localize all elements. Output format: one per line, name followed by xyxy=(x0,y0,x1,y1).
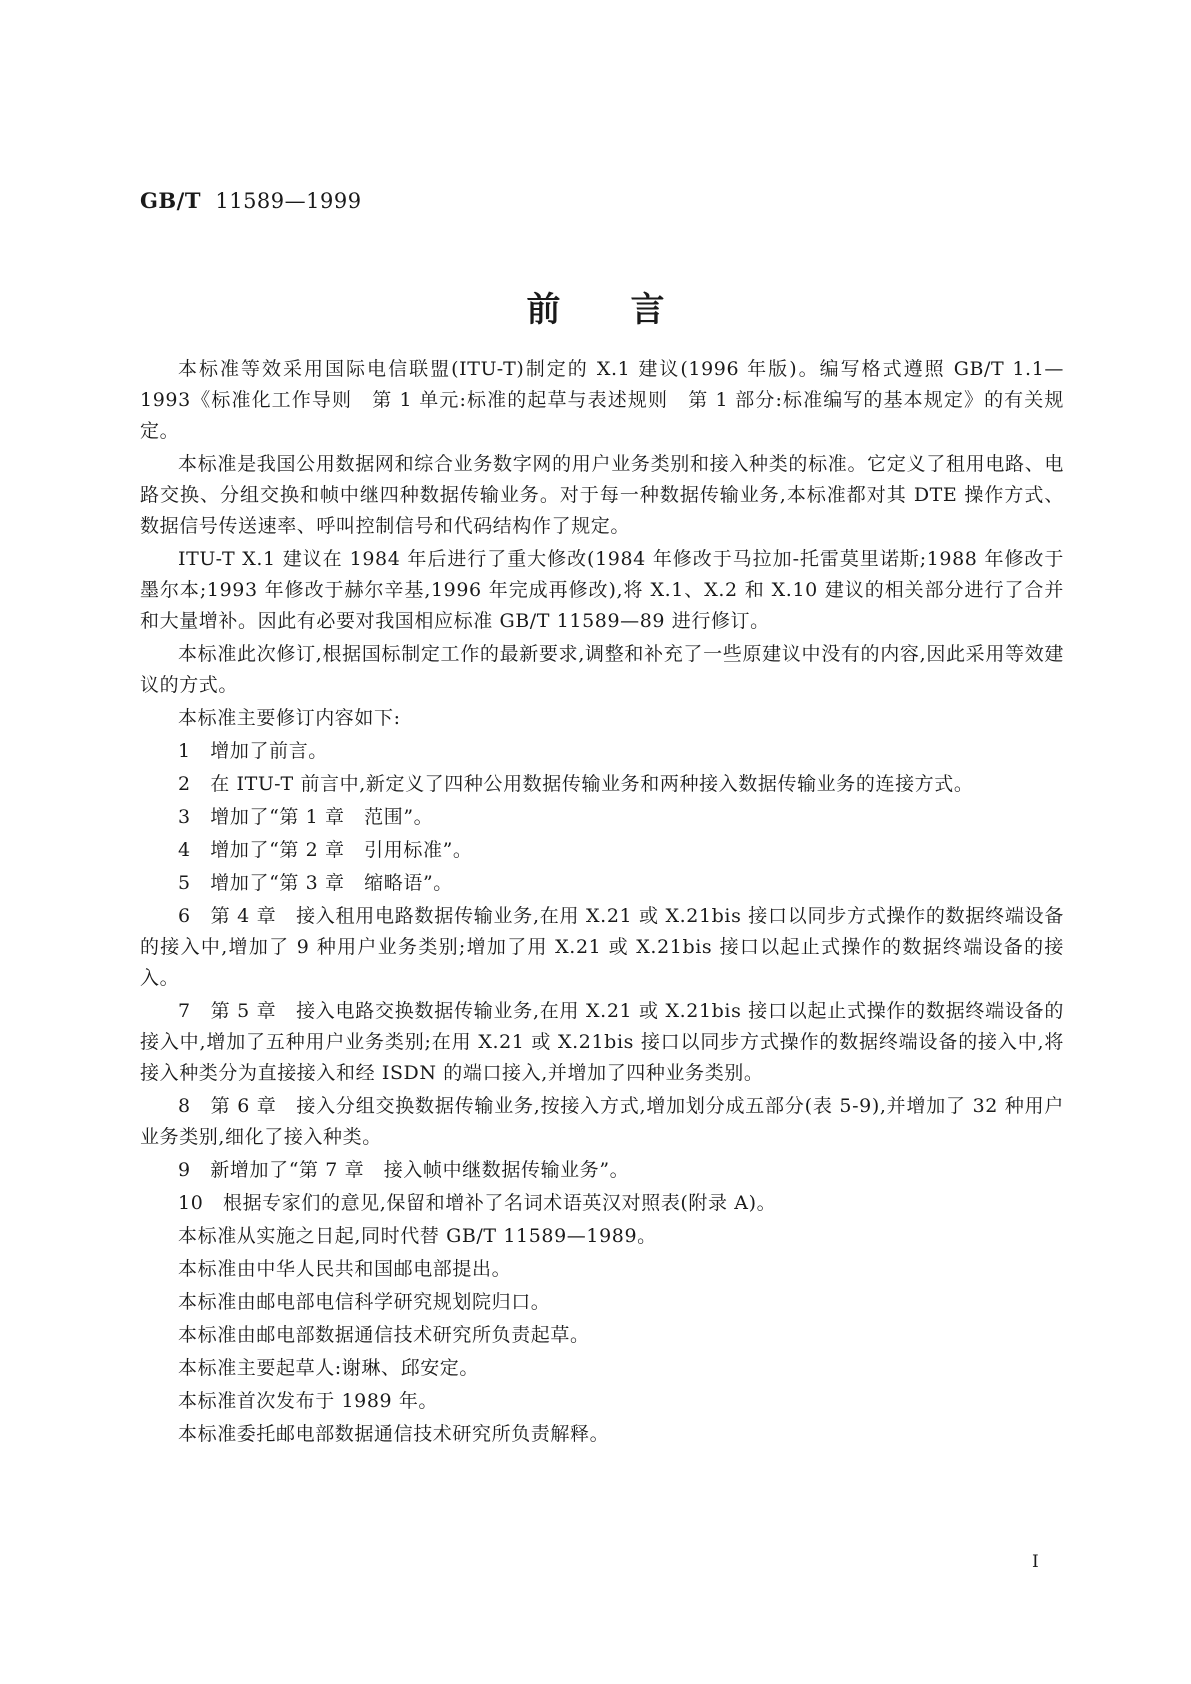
paragraph-history: ITU-T X.1 建议在 1984 年后进行了重大修改(1984 年修改于马拉加-托雷莫里诺斯;1988 年修改于墨尔本;1993 年修改于赫尔辛基,1996 年完成再修改),将 X.1、X.2 和 X.10 建议的相关部分进行了合并和大量增补。因此有必要对我国相应标准 GB/T 11589—89 进行修订。 xyxy=(140,548,1064,632)
list-item-4: 4 增加了“第 2 章 引用标准”。 xyxy=(178,839,473,861)
list-item-5: 5 增加了“第 3 章 缩略语”。 xyxy=(178,872,453,894)
page-title: 前言 xyxy=(526,290,735,330)
page-number: I xyxy=(1032,1552,1039,1572)
paragraph-drafters: 本标准主要起草人:谢琳、邱安定。 xyxy=(178,1357,480,1379)
paragraph-centralized-by: 本标准由邮电部电信科学研究规划院归口。 xyxy=(178,1291,551,1313)
list-item-2: 2 在 ITU-T 前言中,新定义了四种公用数据传输业务和两种接入数据传输业务的连接方式。 xyxy=(178,773,974,795)
paragraph-definition: 本标准是我国公用数据网和综合业务数字网的用户业务类别和接入种类的标准。它定义了租用电路、电路交换、分组交换和帧中继四种数据传输业务。对于每一种数据传输业务,本标准都对其 DTE 操作方式、数据信号传送速率、呼叫控制信号和代码结构作了规定。 xyxy=(140,453,1064,537)
paragraph-revision-intro: 本标准主要修订内容如下: xyxy=(178,707,401,729)
paragraph-first-issued: 本标准首次发布于 1989 年。 xyxy=(178,1390,439,1412)
standard-code-prefix: GB/T xyxy=(140,188,201,213)
foreword-body xyxy=(140,354,1064,1452)
list-item-6: 6 第 4 章 接入租用电路数据传输业务,在用 X.21 或 X.21bis 接口以同步方式操作的数据终端设备的接入中,增加了 9 种用户业务类别;增加了用 X.21 或 X.21bis 接口以起止式操作的数据终端设备的接入。 xyxy=(140,905,1064,989)
list-item-10: 10 根据专家们的意见,保留和增补了名词术语英汉对照表(附录 A)。 xyxy=(178,1192,777,1214)
standard-code-number: 11589—1999 xyxy=(215,189,362,213)
paragraph-scope: 本标准等效采用国际电信联盟(ITU-T)制定的 X.1 建议(1996 年版)。编写格式遵照 GB/T 1.1—1993《标准化工作导则 第 1 单元:标准的起草与表述规则 第 1 部分:标准编写的基本规定》的有关规定。 xyxy=(140,358,1064,442)
paragraph-drafted-by: 本标准由邮电部数据通信技术研究所负责起草。 xyxy=(178,1324,590,1346)
list-item-1: 1 增加了前言。 xyxy=(178,740,328,762)
list-item-8: 8 第 6 章 接入分组交换数据传输业务,按接入方式,增加划分成五部分(表 5-9),并增加了 32 种用户业务类别,细化了接入种类。 xyxy=(140,1095,1064,1148)
list-item-3: 3 增加了“第 1 章 范围”。 xyxy=(178,806,434,828)
paragraph-proposed-by: 本标准由中华人民共和国邮电部提出。 xyxy=(178,1258,512,1280)
paragraph-revision: 本标准此次修订,根据国标制定工作的最新要求,调整和补充了一些原建议中没有的内容,因此采用等效建议的方式。 xyxy=(140,643,1064,696)
list-item-9: 9 新增加了“第 7 章 接入帧中继数据传输业务”。 xyxy=(178,1159,630,1181)
paragraph-interpretation: 本标准委托邮电部数据通信技术研究所负责解释。 xyxy=(178,1423,610,1445)
list-item-7: 7 第 5 章 接入电路交换数据传输业务,在用 X.21 或 X.21bis 接口以起止式操作的数据终端设备的接入中,增加了五种用户业务类别;在用 X.21 或 X.21bis 接口以同步方式操作的数据终端设备的接入中,将接入种类分为直接接入和经 ISDN 的端口接入,并增加了四种业务类别。 xyxy=(140,1000,1064,1084)
standard-code xyxy=(140,188,362,213)
paragraph-replaces: 本标准从实施之日起,同时代替 GB/T 11589—1989。 xyxy=(178,1225,657,1247)
